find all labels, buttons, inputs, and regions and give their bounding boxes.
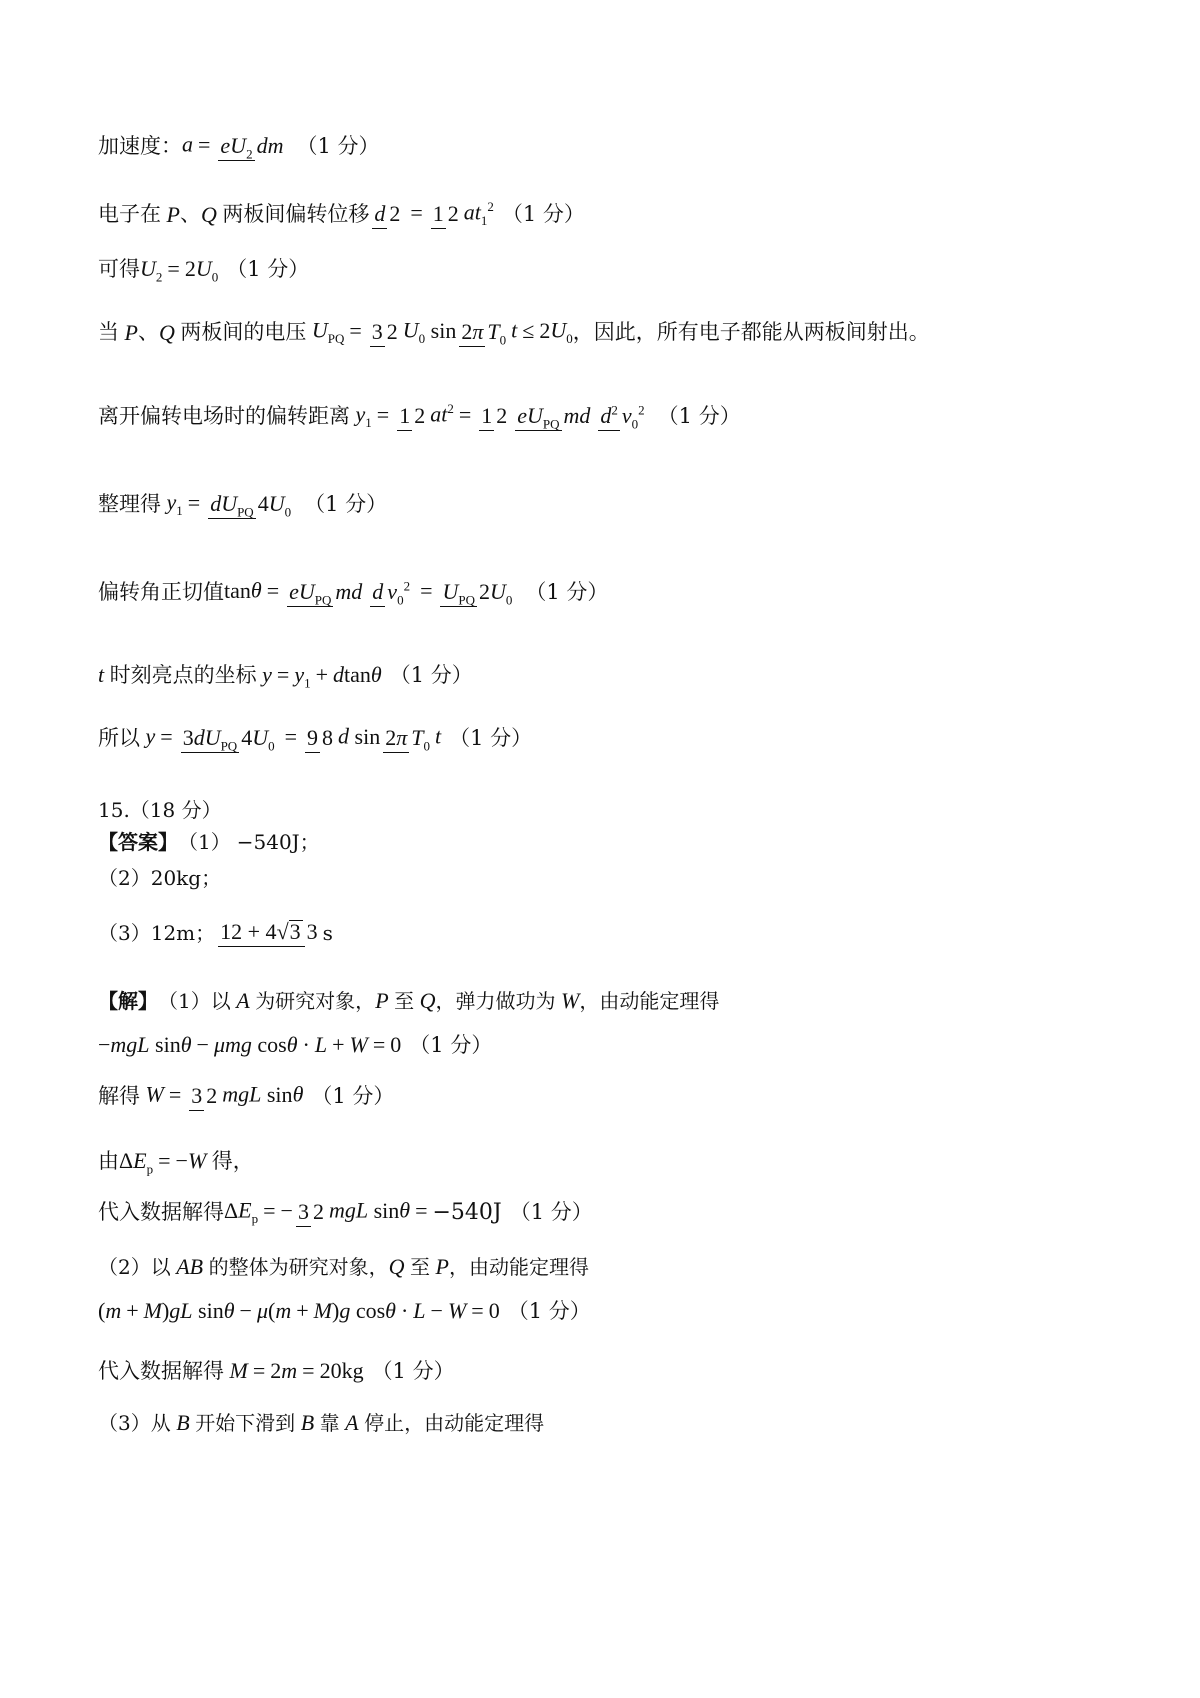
- solution-2: [98, 1256, 589, 1278]
- solution-1: [98, 990, 719, 1012]
- text: 所以: [98, 726, 140, 750]
- text: 得，: [211, 1148, 254, 1173]
- text: 可得: [98, 256, 140, 281]
- var: Q: [200, 201, 223, 227]
- answer-2: [98, 868, 221, 888]
- formula-y1: $y_1 = 1$ 2 $at^2 = 1$ 2 $eU_{PQ}$ md $d^2$ $v_0^2$: [350, 401, 645, 432]
- var: AB: [170, 1254, 209, 1279]
- text: 偏转角正切值: [98, 580, 224, 604]
- answer-3: [98, 918, 333, 947]
- text: 时刻亮点的坐标: [109, 662, 257, 687]
- line-y1-simplified: [98, 490, 387, 519]
- var: A: [339, 1410, 365, 1435]
- text: 两板间偏转位移: [222, 202, 370, 226]
- formula-y1-simplified: $y_1 = dU_{PQ}$ $4U_0$: [161, 489, 292, 520]
- var: A: [230, 988, 256, 1013]
- formula-acceleration: $a = eU_2$ dm: [182, 131, 284, 162]
- text: ，因此，所有电子都能从两板间射出。: [572, 320, 930, 344]
- unit: s: [322, 920, 333, 945]
- equation-energy-1: [98, 1034, 492, 1056]
- text: （1）以: [158, 989, 231, 1013]
- text: 15.（18 分）: [98, 798, 222, 822]
- solution-label: 【解】: [98, 989, 158, 1013]
- formula-tan: $\tan\theta = eU_{PQ}$ md d $v_0^2 = U_{PQ}$ $2U_0$: [224, 577, 513, 608]
- score: （1 分）: [296, 134, 380, 158]
- line-u2: [98, 256, 310, 285]
- score: （1 分）: [304, 492, 388, 516]
- line-coordinate: [98, 662, 473, 691]
- equation-energy-2: [98, 1300, 591, 1322]
- var: P: [161, 201, 180, 227]
- var: Q: [414, 988, 436, 1013]
- formula-upq: $U_{PQ} = 3$ 2 $U_0$ sin 2π $T_0$ $t \le 2U_0$: [306, 317, 573, 348]
- text: 靠: [319, 1411, 340, 1435]
- text: 停止，由动能定理得: [364, 1411, 545, 1435]
- line-y1: [98, 402, 741, 431]
- var: P: [430, 1254, 449, 1279]
- line-voltage: 当 P 、 Q 两板间的电压 $U_{PQ} = 3$ 2 $U_0$ sin 2π $T_0$ $t \le 2U_0$ ，因此，所有电子都能从两板间射出。: [98, 317, 930, 348]
- line-work: [98, 1082, 394, 1111]
- line-result-y: [98, 724, 532, 753]
- line-delta-ep-value: [98, 1198, 593, 1227]
- value: −540J；: [236, 830, 320, 854]
- text: 两板间的电压: [180, 320, 307, 344]
- var: B: [295, 1410, 320, 1435]
- score: （1 分）: [226, 256, 310, 281]
- score: （1 分）: [449, 726, 533, 750]
- value: −540J: [432, 1199, 502, 1225]
- answer-1: [98, 832, 320, 852]
- solution-3: [98, 1412, 544, 1434]
- text: 为研究对象，: [255, 989, 376, 1013]
- var: P: [375, 988, 395, 1013]
- score: （1 分）: [509, 1200, 593, 1224]
- score: （1 分）: [311, 1084, 395, 1108]
- score: （1 分）: [507, 1298, 591, 1323]
- text: 解得: [98, 1084, 140, 1108]
- text: 整理得: [98, 492, 161, 516]
- formula-energy-1: −mgL sinθ − μmg cosθ · L + W = 0: [98, 1032, 402, 1057]
- text: （3）12m；: [98, 920, 216, 945]
- score: （1 分）: [371, 1358, 455, 1383]
- text: 至: [410, 1255, 431, 1279]
- score: （1 分）: [525, 580, 609, 604]
- text: 离开偏转电场时的偏转距离: [98, 404, 350, 428]
- score: （1 分）: [389, 662, 473, 687]
- text: （3）从: [98, 1411, 171, 1435]
- formula-work: W = 3 2 mgL sinθ: [140, 1082, 303, 1111]
- text: （2）以: [98, 1255, 171, 1279]
- formula-coordinate: $y = y_1 + dtan\theta$: [256, 662, 382, 691]
- text: 当: [98, 320, 119, 344]
- line-deflection: 电子在 P 、 Q 两板间偏转位移 d 2 = 1 2 $at_1^2$ （1 分）: [98, 199, 585, 228]
- text: （1）: [178, 830, 231, 854]
- text: 至: [394, 989, 415, 1013]
- text: 的整体为研究对象，: [208, 1255, 389, 1279]
- text: 由: [98, 1148, 119, 1173]
- formula-energy-2: (m + M)gL sinθ − μ(m + M)g cosθ · L − W = 0: [98, 1298, 500, 1323]
- line-delta-ep: [98, 1148, 254, 1177]
- text: ，弹力做功为: [435, 989, 556, 1013]
- question-15-title: [98, 800, 222, 820]
- score: （1 分）: [657, 404, 741, 428]
- var: W: [555, 988, 580, 1013]
- line-acceleration: [98, 132, 380, 161]
- text: （2）20kg；: [98, 866, 222, 890]
- var: t: [98, 662, 110, 687]
- var: Q: [158, 319, 181, 345]
- formula-mass: M = 2m = 20kg: [224, 1358, 364, 1383]
- formula-delta-ep: $\Delta E_p = -W$: [119, 1148, 212, 1177]
- var: B: [170, 1410, 196, 1435]
- formula-result-y: $y = 3dU_{PQ}$ $4U_0 = 9$ 8 d sin 2π $T_0$ t: [140, 723, 442, 754]
- text: ，由动能定理得: [579, 989, 720, 1013]
- line-mass: [98, 1360, 455, 1382]
- formula-deflection: d 2 = 1 2 $at_1^2$: [374, 199, 494, 228]
- var: P: [119, 319, 138, 345]
- label-acceleration: 加速度：: [98, 134, 182, 158]
- text: 开始下滑到: [195, 1411, 296, 1435]
- text: ，由动能定理得: [448, 1255, 589, 1279]
- formula-delta-ep-value: $\Delta E_p$ = − 3 2 mgL sinθ =: [224, 1197, 428, 1226]
- text: 电子在: [98, 202, 161, 226]
- formula-time: 12 + 4√3 3: [218, 918, 320, 947]
- answer-label: 【答案】: [98, 830, 178, 854]
- score: （1 分）: [409, 1032, 493, 1057]
- score: （1 分）: [501, 202, 585, 226]
- line-tan: [98, 578, 608, 607]
- formula-u2: $U_2 = 2U_0$: [140, 256, 219, 285]
- text: 代入数据解得: [98, 1358, 224, 1383]
- text: 代入数据解得: [98, 1200, 224, 1224]
- var: Q: [388, 1254, 411, 1279]
